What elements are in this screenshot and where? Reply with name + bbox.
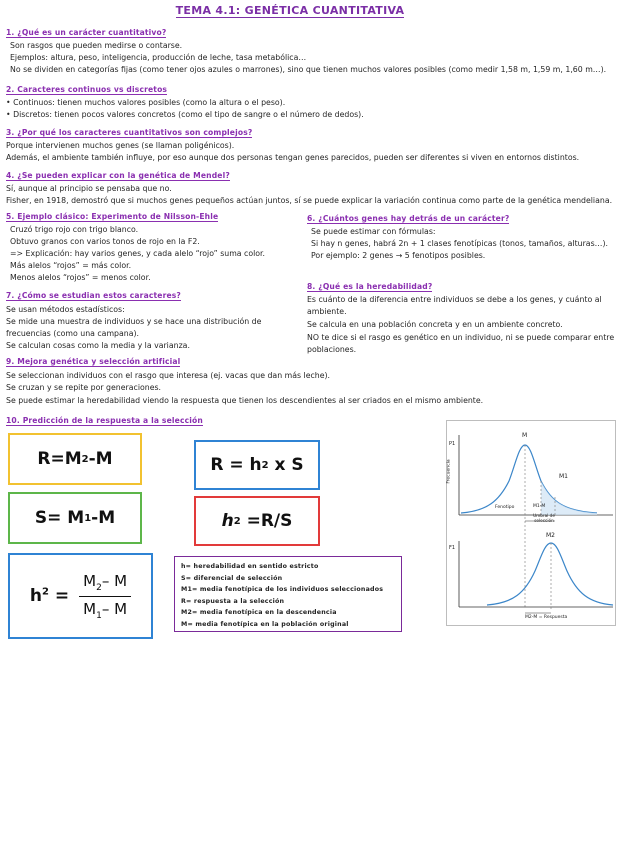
section-4-line: Sí, aunque al principio se pensaba que no. bbox=[6, 184, 172, 193]
legend-item: h= heredabilidad en sentido estricto bbox=[181, 563, 319, 570]
formula-sup: 2 bbox=[233, 515, 241, 527]
section-4-heading: 4. ¿Se pueden explicar con la genética de Mendel? bbox=[6, 171, 230, 180]
section-8-line: NO te dice si el rasgo es genético en un individuo, ni se puede comparar entre bbox=[307, 333, 615, 342]
f1-label: F1 bbox=[449, 545, 456, 551]
section-7-line: frecuencias (como una campana). bbox=[6, 329, 140, 338]
section-6-line: Por ejemplo: 2 genes → 5 fenotipos posibles. bbox=[311, 251, 486, 260]
section-1-line: No se dividen en categorías fijas (como tener ojos azules o marrones), sino que tienen muchos valores posibles (como medir 1,58 m, 1,59 m, 1,60 m…). bbox=[10, 65, 607, 74]
legend-item: M= media fenotípica en la población original bbox=[181, 620, 349, 628]
section-2-line: • Discretos: tienen pocos valores concretos (como el tipo de sangre o el número de dedos). bbox=[6, 110, 364, 119]
section-4-line: Fisher, en 1918, demostró que si muchos genes pequeños actúan juntos, sí se puede explicar la variación continua como parte de la genética mendeliana. bbox=[6, 196, 613, 205]
selection-response-figure bbox=[446, 420, 616, 626]
section-3-line: Además, el ambiente también influye, por eso aunque dos personas tengan genes parecidos, pueden ser diferentes si viven en entornos distintos. bbox=[6, 153, 580, 162]
m-label: M bbox=[522, 432, 528, 439]
formula-fraction bbox=[30, 572, 131, 621]
legend-item: R= respuesta a la selección bbox=[181, 597, 285, 605]
selection-curves-svg bbox=[447, 421, 617, 627]
legend-item: S= diferencial de selección bbox=[181, 574, 283, 582]
section-8-line: ambiente. bbox=[307, 307, 347, 316]
section-5-line: Menos alelos “rojos” = menos color. bbox=[10, 273, 151, 282]
formula-sub: 1 bbox=[84, 512, 92, 524]
formula-denominator: $M_1-$ M bbox=[83, 599, 128, 621]
formula-heritability-box bbox=[194, 496, 320, 546]
selected-area bbox=[541, 481, 597, 515]
section-9-line: Se puede estimar la heredabilidad viendo la respuesta que tienen los descendientes al ser criados en el mismo ambiente. bbox=[6, 396, 484, 405]
y-axis-label: Frecuencia bbox=[446, 459, 452, 484]
m1-label: M1 bbox=[559, 473, 568, 480]
section-1-heading: 1. ¿Qué es un carácter cuantitativo? bbox=[6, 28, 167, 37]
section-9-heading: 9. Mejora genética y selección artificial bbox=[6, 357, 181, 366]
legend-item: M1= media fenotípica de los individuos seleccionados bbox=[181, 586, 384, 593]
legend-item: M2= media fenotípica en la descendencia bbox=[181, 609, 337, 616]
formula-sub: 2 bbox=[81, 453, 89, 465]
formula-text: $h^2$ = bbox=[29, 586, 70, 606]
section-9-line: Se cruzan y se repite por generaciones. bbox=[6, 383, 162, 392]
formula-sup: 2 bbox=[261, 459, 269, 471]
page-title: TEMA 4.1: GENÉTICA CUANTITATIVA bbox=[175, 4, 405, 17]
section-2-line: • Continuos: tienen muchos valores posibles (como la altura o el peso). bbox=[6, 98, 286, 107]
section-5-line: Obtuvo granos con varios tonos de rojo en la F2. bbox=[10, 237, 200, 246]
section-7-heading: 7. ¿Cómo se estudian estos caracteres? bbox=[6, 291, 181, 300]
section-3-heading: 3. ¿Por qué los caracteres cuantitativos son complejos? bbox=[6, 128, 253, 137]
section-8-line: poblaciones. bbox=[307, 345, 357, 354]
threshold-label: Umbral de selección bbox=[533, 513, 555, 523]
formula-text: =R/S bbox=[240, 511, 293, 531]
formula-fraction-body bbox=[79, 572, 131, 621]
formula-selection-box bbox=[8, 492, 142, 544]
formula-numerator: $M_2-$ M bbox=[79, 572, 131, 597]
section-2-heading: 2. Caracteres continuos vs discretos bbox=[6, 85, 168, 94]
parent-distribution-curve bbox=[461, 445, 597, 513]
variable-legend-box bbox=[174, 556, 402, 632]
formula-text: h bbox=[221, 511, 234, 531]
response-label: M2-M = Respuesta bbox=[525, 615, 568, 620]
section-9-line: Se seleccionan individuos con el rasgo que interesa (ej. vacas que dan más leche). bbox=[6, 371, 331, 380]
section-5-line: Más alelos “rojos” = más color. bbox=[10, 261, 132, 270]
section-7-line: Se calculan cosas como la media y la varianza. bbox=[6, 341, 190, 350]
section-8-line: Es cuánto de la diferencia entre individuos se debe a los genes, y cuánto al bbox=[307, 295, 602, 304]
formula-fraction-box bbox=[8, 553, 153, 639]
section-6-line: Si hay n genes, habrá 2n + 1 clases fenotípicas (tonos, tamaños, alturas…). bbox=[311, 239, 608, 248]
section-1-line: Son rasgos que pueden medirse o contarse. bbox=[10, 41, 183, 50]
section-1-line: Ejemplos: altura, peso, inteligencia, producción de leche, tasa metabólica… bbox=[10, 53, 307, 62]
section-7-line: Se usan métodos estadísticos: bbox=[6, 305, 125, 314]
section-6-line: Se puede estimar con fórmulas: bbox=[311, 227, 436, 236]
formula-text: S= M bbox=[34, 508, 85, 528]
p1-label: P1 bbox=[449, 441, 456, 447]
formula-response-box bbox=[8, 433, 142, 485]
phenotype-label: Fenotipo bbox=[495, 505, 515, 510]
formula-text: R=M bbox=[37, 449, 82, 469]
section-3-line: Porque intervienen muchos genes (se llaman poligénicos). bbox=[6, 141, 235, 150]
formula-text: -M bbox=[88, 449, 113, 469]
section-8-line: Se calcula en una población concreta y en un ambiente concreto. bbox=[307, 320, 563, 329]
m2-label: M2 bbox=[546, 532, 555, 539]
formula-text: x S bbox=[268, 455, 304, 475]
section-7-line: Se mide una muestra de individuos y se hace una distribución de bbox=[6, 317, 262, 326]
section-5-line: => Explicación: hay varios genes, y cada alelo “rojo” suma color. bbox=[10, 249, 266, 258]
section-6-heading: 6. ¿Cuántos genes hay detrás de un carácter? bbox=[307, 214, 510, 223]
formula-text: R = h bbox=[210, 455, 262, 475]
section-5-heading: 5. Ejemplo clásico: Experimento de Nilsson-Ehle bbox=[6, 212, 219, 221]
formula-text: -M bbox=[91, 508, 116, 528]
m1-m-label: M1-M bbox=[533, 504, 546, 509]
section-10-heading: 10. Predicción de la respuesta a la selección bbox=[6, 416, 203, 425]
formula-breeder-box bbox=[194, 440, 320, 490]
section-5-line: Cruzó trigo rojo con trigo blanco. bbox=[10, 225, 139, 234]
section-8-heading: 8. ¿Qué es la heredabilidad? bbox=[307, 282, 433, 291]
offspring-distribution-curve bbox=[487, 543, 613, 605]
